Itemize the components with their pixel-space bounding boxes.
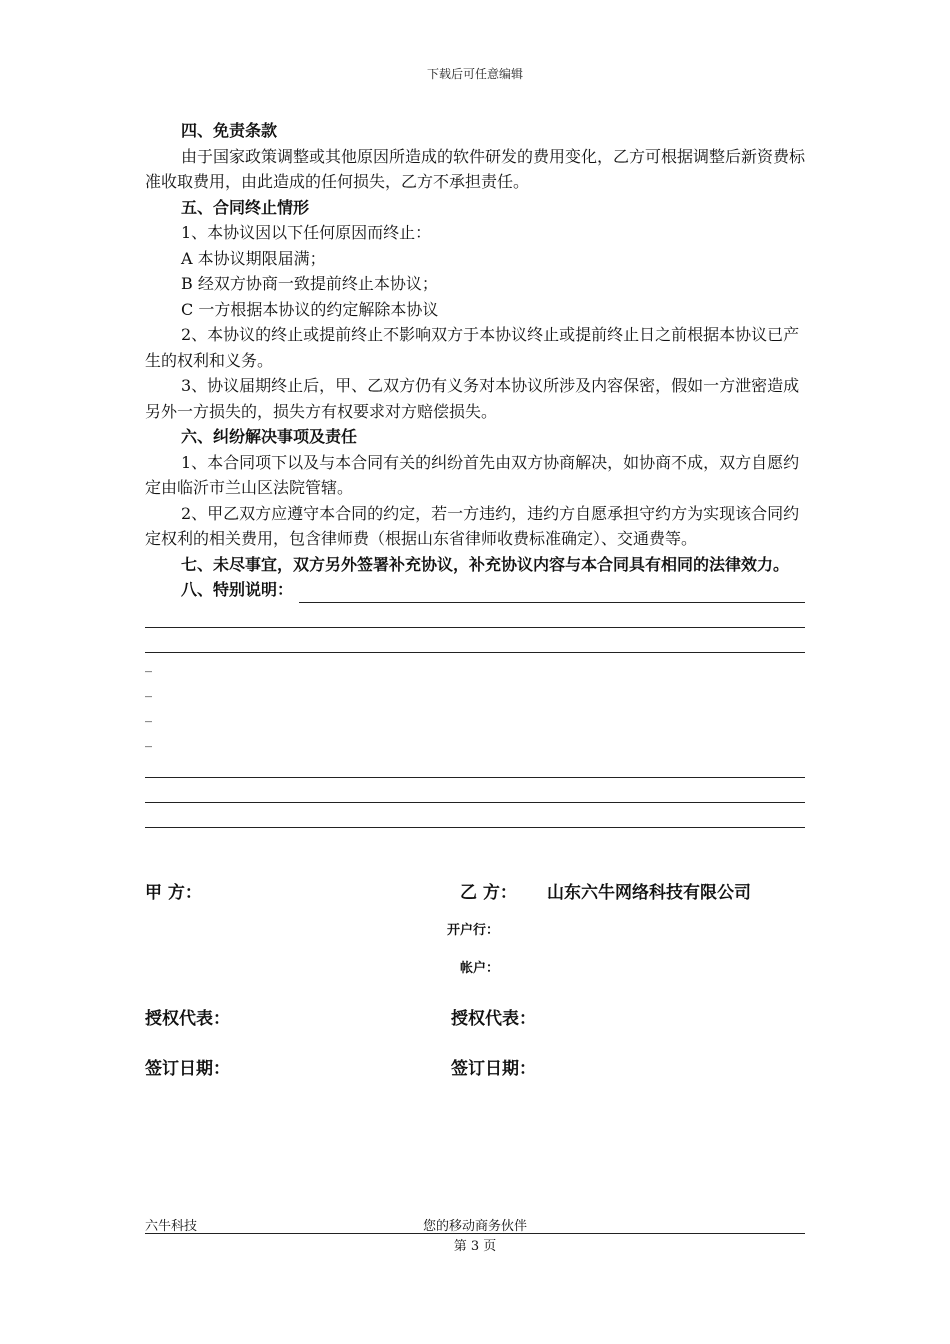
bank-label: 开户行： — [447, 923, 500, 938]
special-notes-line[interactable] — [145, 628, 805, 653]
blank-dash: _ — [145, 706, 152, 723]
section-5-item-3: 3、协议届期终止后，甲、乙双方仍有义务对本协议所涉及内容保密，假如一方泄密造成另外一方损失的，损失方有权要求对方赔偿损失。 — [145, 376, 800, 421]
special-notes-line[interactable] — [145, 803, 805, 828]
page-header: 下载后可任意编辑 — [426, 67, 523, 81]
section-5-item-c: C 一方根据本协议的约定解除本协议 — [181, 299, 439, 319]
section-4-paragraph: 由于国家政策调整或其他原因所造成的软件研发的费用变化，乙方可根据调整后新资费标准收取费用，由此造成的任何损失，乙方不承担责任。 — [145, 146, 806, 191]
footer-slogan: 您的移动商务伙伴 — [422, 1219, 527, 1234]
footer-company: 六牛科技 — [145, 1219, 198, 1234]
party-a-label: 甲 方： — [145, 883, 202, 903]
blank-dash: _ — [145, 731, 152, 748]
footer-divider — [145, 1233, 805, 1234]
section-5-item-2: 2、本协议的终止或提前终止不影响双方于本协议终止或提前终止日之前根据本协议已产生的权利和义务。 — [145, 325, 800, 370]
section-5-item-a: A 本协议期限届满； — [181, 248, 326, 268]
section-5-title: 五、合同终止情形 — [181, 197, 310, 217]
section-6-title: 六、纠纷解决事项及责任 — [181, 427, 358, 446]
section-6-item-1: 1、本合同项下以及与本合同有关的纠纷首先由双方协商解决，如协商不成，双方自愿约定由临沂市兰山区法院管辖。 — [145, 452, 800, 497]
party-a-representative: 授权代表： — [145, 1009, 230, 1029]
special-notes-line[interactable] — [145, 778, 805, 803]
section-8-row — [145, 577, 805, 603]
special-notes-line[interactable] — [145, 603, 805, 628]
blank-dash: _ — [145, 681, 152, 698]
section-8-label: 八、特别说明： — [181, 580, 294, 599]
party-b-date: 签订日期： — [451, 1059, 536, 1079]
party-b-name: 山东六牛网络科技有限公司 — [547, 883, 751, 903]
section-7: 七、未尽事宜，双方另外签署补充协议，补充协议内容与本合同具有相同的法律效力。 — [181, 554, 790, 574]
section-5-item-1: 1、本协议因以下任何原因而终止： — [181, 223, 432, 242]
special-notes-line[interactable] — [299, 583, 805, 603]
party-b-representative: 授权代表： — [451, 1009, 536, 1029]
blank-dash: _ — [145, 656, 152, 673]
party-a-date: 签订日期： — [145, 1059, 230, 1079]
contract-body — [145, 118, 805, 828]
section-4-title: 四、免责条款 — [181, 121, 278, 140]
section-6-item-2: 2、甲乙双方应遵守本合同的约定，若一方违约，违约方自愿承担守约方为实现该合同约定权利的相关费用，包含律师费（根据山东省律师收费标准确定）、交通费等。 — [145, 503, 800, 548]
special-notes-line[interactable] — [145, 753, 805, 778]
account-label: 帐户： — [460, 961, 500, 976]
party-b-label: 乙 方： — [460, 883, 517, 903]
page-number: 第 3 页 — [453, 1239, 497, 1254]
section-5-item-b: B 经双方协商一致提前终止本协议； — [181, 274, 438, 293]
